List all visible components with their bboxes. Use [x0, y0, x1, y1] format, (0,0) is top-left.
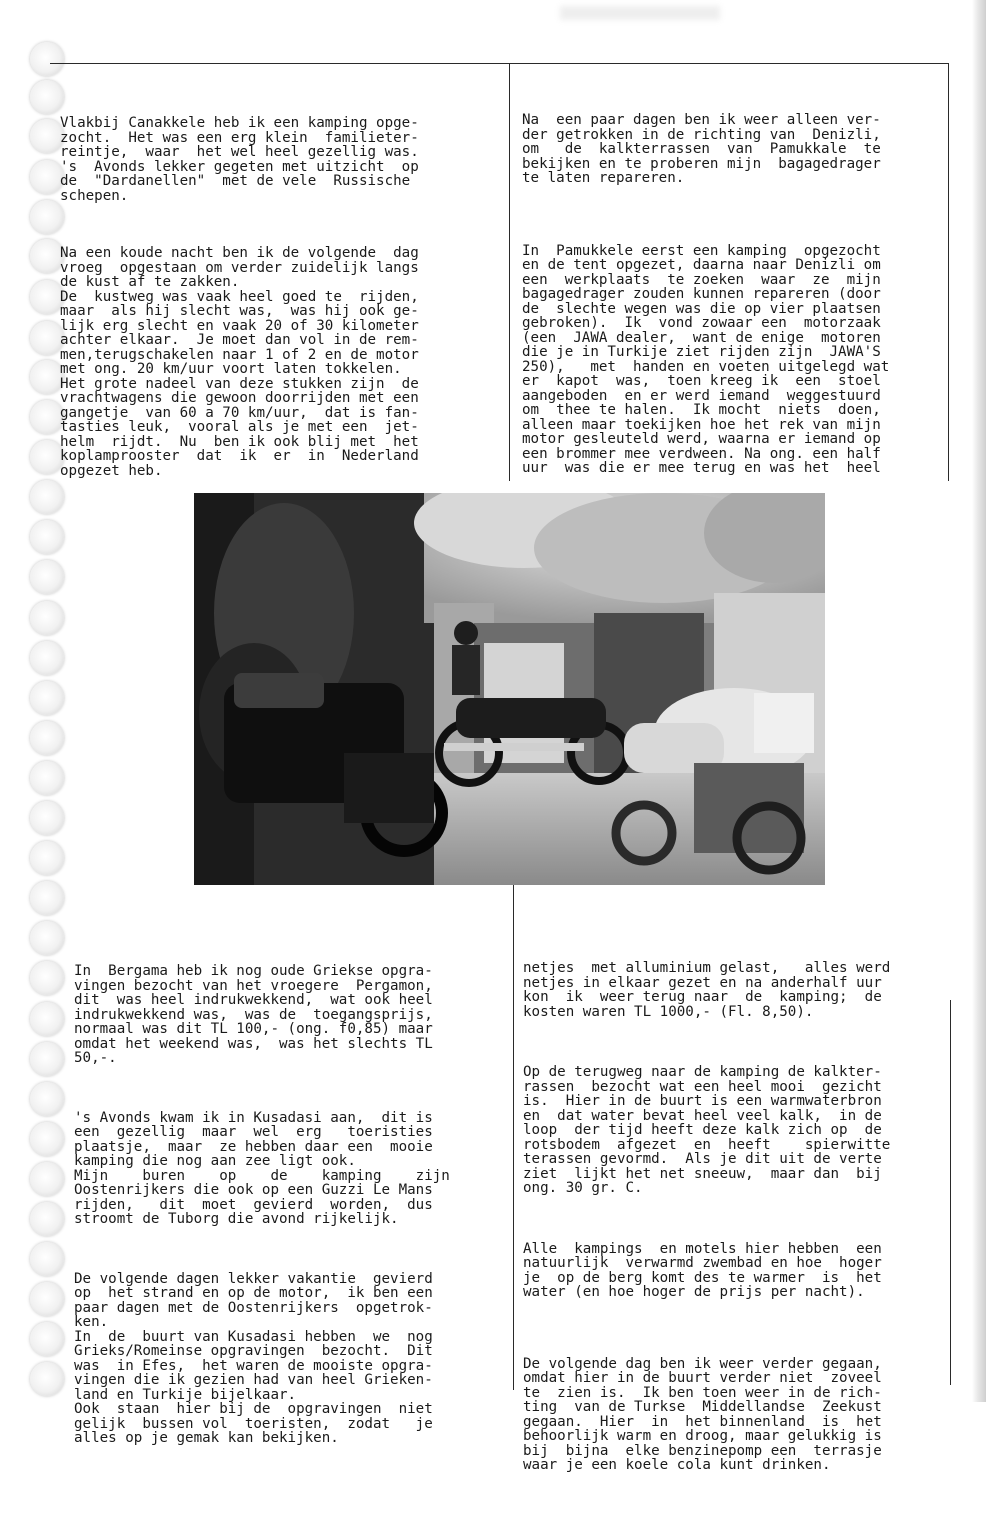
- binder-hole: [30, 681, 64, 715]
- column-divider-bottom: [513, 885, 514, 1390]
- binder-hole: [30, 80, 64, 114]
- paragraph: Op de terugweg naar de kamping de kalkter- rassen bezocht wat een heel mooi gezicht is. Hier in de buurt is een warmwaterbron en dat water bevat heel veel kalk, in de loop der tijd heeft deze kalk zich op de rotsbodem afgezet en heeft spierwitte terassen gevormd. Als je dit uit de verte ziet lijkt het net sneeuw, maar dan bij ong. 30 gr. C.: [523, 1064, 891, 1196]
- frame-right-rule-bottom: [950, 1000, 951, 1385]
- binder-hole: [30, 1082, 64, 1116]
- paragraph: 's Avonds kwam ik in Kusadasi aan, dit is een gezellig maar wel erg toeristies plaatsje, maar ze hebben daar een mooie kamping die nog aan zee ligt ook. Mijn buren op de kamping zijn Oostenrijkers die ook op een Guzzi Le Mans rijden, dit moet gevierd worden, dus stroomt de Tuborg die avond rijkelijk.: [74, 1109, 450, 1227]
- binder-hole: [30, 601, 64, 635]
- paragraph: Na een paar dagen ben ik weer alleen ver- der getrokken in de richting van Denizli, om de kalkterrassen van Pamukkale te bekijken en te proberen mijn bagagedrager te laten repareren.: [522, 112, 881, 186]
- binder-hole: [30, 1362, 64, 1396]
- binder-hole: [30, 280, 64, 314]
- paper-edge: [972, 0, 986, 1402]
- binder-hole: [30, 921, 64, 955]
- binder-hole: [30, 841, 64, 875]
- paragraph: Na een koude nacht ben ik de volgende dag vroeg opgestaan om verder zuidelijk langs de kust af te zakken. De kustweg was vaak heel goed te rijden, maar als hij slecht was, was hij ook ge- lijk erg slecht en vaak 20 of 30 kilometer achter elkaar. Je moet dan vol in de rem- men,terugschakelen naar 1 of 2 en de motor met ong. 20 km/uur voort laten tokkelen. Het grote nadeel van deze stukken zijn de vrachtwagens die gewoon doorrijden met een gangetje van 60 a 70 km/uur, dat is fan- tasties leuk, vooral als je met een jet- helm rijdt. Nu ben ik ook blij met het koplamprooster dat ik er in Nederland opgezet heb.: [60, 245, 419, 479]
- paragraph: De volgende dagen lekker vakantie gevierd op het strand en op de motor, ik ben een paar dagen met de Oostenrijkers opgetrok- ken. In de buurt van Kusadasi hebben we nog Grieks/Romeinse opgravingen bezocht. Dit was in Efes, het waren de mooiste opgra- vingen die ik gezien had van heel Grieken- land en Turkije bijelkaar. Ook staan hier bij de opgravingen niet gelijk bussen vol toeristen, zodat je alles op je gemak kan bekijken.: [74, 1270, 433, 1446]
- binder-hole: [30, 200, 64, 234]
- binder-hole: [30, 321, 64, 355]
- binder-hole: [30, 641, 64, 675]
- paragraph: De volgende dag ben ik weer verder gegaan, omdat hier in de buurt verder niet zoveel te zien is. Ik ben toen weer in de rich- ting van de Turkse Middellandse Zeekust gegaan. Hier in het binnenland is het behoorlijk warm en droog, maar gelukkig is bij bijna elke benzinepomp een terrasje waar je een koele cola kunt drinken.: [523, 1355, 882, 1473]
- binder-hole: [30, 1322, 64, 1356]
- paragraph: netjes met alluminium gelast, alles werd netjes in elkaar gezet en na anderhalf uur kon ik weer terug naar de kamping; de kosten waren TL 1000,- (Fl. 8,50).: [523, 960, 891, 1020]
- column-divider-top: [509, 63, 510, 481]
- binder-hole: [30, 1122, 64, 1156]
- binder-hole: [30, 160, 64, 194]
- paragraph: Vlakbij Canakkele heb ik een kamping opge- zocht. Het was een erg klein familieter- reintje, waar het wel heel gezellig was. 's Avonds lekker gegeten met uitzicht op de "Dardanellen" met de vele Russische schepen.: [60, 115, 419, 204]
- binder-hole: [30, 721, 64, 755]
- frame-top-rule: [50, 63, 949, 64]
- binder-hole: [30, 961, 64, 995]
- column-top-right: [522, 84, 889, 519]
- column-bottom-right: [523, 932, 890, 1516]
- frame-right-rule: [948, 63, 949, 481]
- binder-hole: [30, 881, 64, 915]
- binder-hole: [30, 239, 64, 273]
- scan-smudge: [560, 6, 720, 20]
- binder-hole: [30, 119, 64, 153]
- binder-hole: [30, 520, 64, 554]
- binder-hole: [30, 400, 64, 434]
- motorcycle-photo: [194, 493, 825, 885]
- photo-image: [194, 493, 825, 885]
- paragraph: Alle kampings en motels hier hebben een natuurlijk verwarmd zwembad en hoe hoger je op de berg komt des te warmer is het water (en hoe hoger de prijs per nacht).: [523, 1240, 882, 1300]
- binder-hole: [30, 1042, 64, 1076]
- binder-hole: [30, 360, 64, 394]
- binder-hole: [30, 42, 64, 76]
- paragraph: In Pamukkele eerst een kamping opgezocht en de tent opgezet, daarna naar Denizli om een werkplaats te zoeken waar ze mijn bagagedrager zouden kunnen repareren (door de slechte wegen was die op vier plaatsen gebroken). Ik vond zowaar een motorzaak (een JAWA dealer, want de enige motoren die je in Turkije ziet rijden zijn JAWA'S 250), met handen en voeten uitgelegd wat er kapot was, toen kreeg ik een stoel aangeboden en er werd iemand weggestuurd om thee te halen. Ik mocht niets doen, alleen maar toekijken hoe het rek van mijn motor gesleuteld werd, waarna er iemand op een brommer mee verdween. Na ong. een half uur was die er mee terug en was het heel: [522, 242, 890, 476]
- binder-hole: [30, 761, 64, 795]
- column-top-left: [60, 87, 419, 521]
- binder-hole: [30, 480, 64, 514]
- binder-hole: [30, 560, 64, 594]
- binder-hole: [30, 801, 64, 835]
- binder-hole: [30, 1162, 64, 1196]
- column-bottom-left: [74, 935, 450, 1489]
- binder-hole: [30, 1002, 64, 1036]
- binder-hole: [30, 1282, 64, 1316]
- binder-hole: [30, 440, 64, 474]
- paragraph: In Bergama heb ik nog oude Griekse opgra- vingen bezocht van het vroegere Pergamon, dit was heel indrukwekkend, wat ook heel indrukwekkend was, was de toegangsprijs, normaal was dit TL 100,- (ong. f0,85) maar omdat het weekend was, was het slechts TL 50,-.: [74, 963, 433, 1066]
- binder-hole: [30, 1202, 64, 1236]
- binder-hole: [30, 1242, 64, 1276]
